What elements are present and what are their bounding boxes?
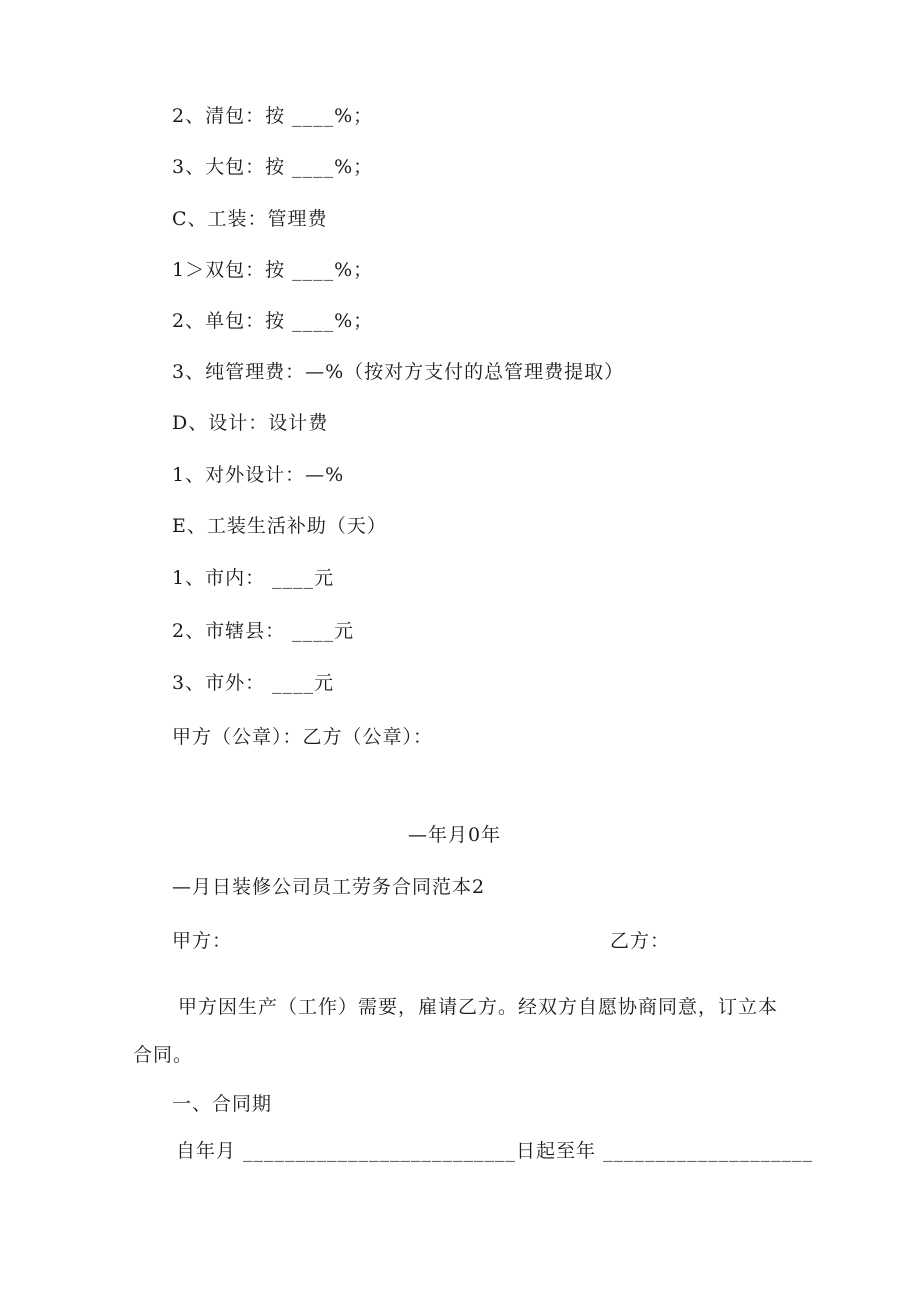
allowance-item-outside: 3、市外： ____元 bbox=[172, 672, 335, 694]
allowance-item-city: 1、市内： ____元 bbox=[172, 567, 335, 589]
start-date-blank: __________________________ bbox=[243, 1140, 517, 1162]
fee-item-full-package: 3、大包：按 ____%； bbox=[172, 156, 374, 178]
intro-paragraph-line1: 甲方因生产（工作）需要，雇请乙方。经双方自愿协商同意，订立本 bbox=[178, 996, 779, 1018]
allowance-item-county: 2、市辖县： ____元 bbox=[172, 620, 355, 642]
contract-period-line: 自年月 __________________________日起至年 ____________________ bbox=[176, 1140, 814, 1162]
party-a-label: 甲方： bbox=[172, 930, 233, 952]
intro-paragraph-line2: 合同。 bbox=[133, 1044, 194, 1066]
date-line: —年月0年 bbox=[408, 824, 502, 846]
section-heading-commercial: C、工装：管理费 bbox=[172, 208, 328, 230]
fee-item-cleaning: 2、清包：按 ____%； bbox=[172, 105, 374, 127]
signature-line: 甲方（公章）：乙方（公章）： bbox=[172, 726, 434, 748]
fee-item-pure-management: 3、纯管理费：—%（按对方支付的总管理费提取） bbox=[172, 361, 625, 383]
fee-item-single-package: 2、单包：按 ____%； bbox=[172, 310, 374, 332]
document-title: —月日装修公司员工劳务合同范本2 bbox=[172, 876, 486, 898]
fee-item-double-package: 1＞双包：按 ____%； bbox=[172, 259, 374, 281]
end-date-blank: ____________________ bbox=[603, 1140, 814, 1162]
section-heading-design: D、设计：设计费 bbox=[172, 412, 329, 434]
party-b-label: 乙方： bbox=[610, 930, 671, 952]
section-heading-contract-period: 一、合同期 bbox=[172, 1093, 273, 1115]
fee-item-external-design: 1、对外设计：—% bbox=[172, 464, 345, 486]
section-heading-allowance: E、工装生活补助（天） bbox=[172, 515, 387, 537]
